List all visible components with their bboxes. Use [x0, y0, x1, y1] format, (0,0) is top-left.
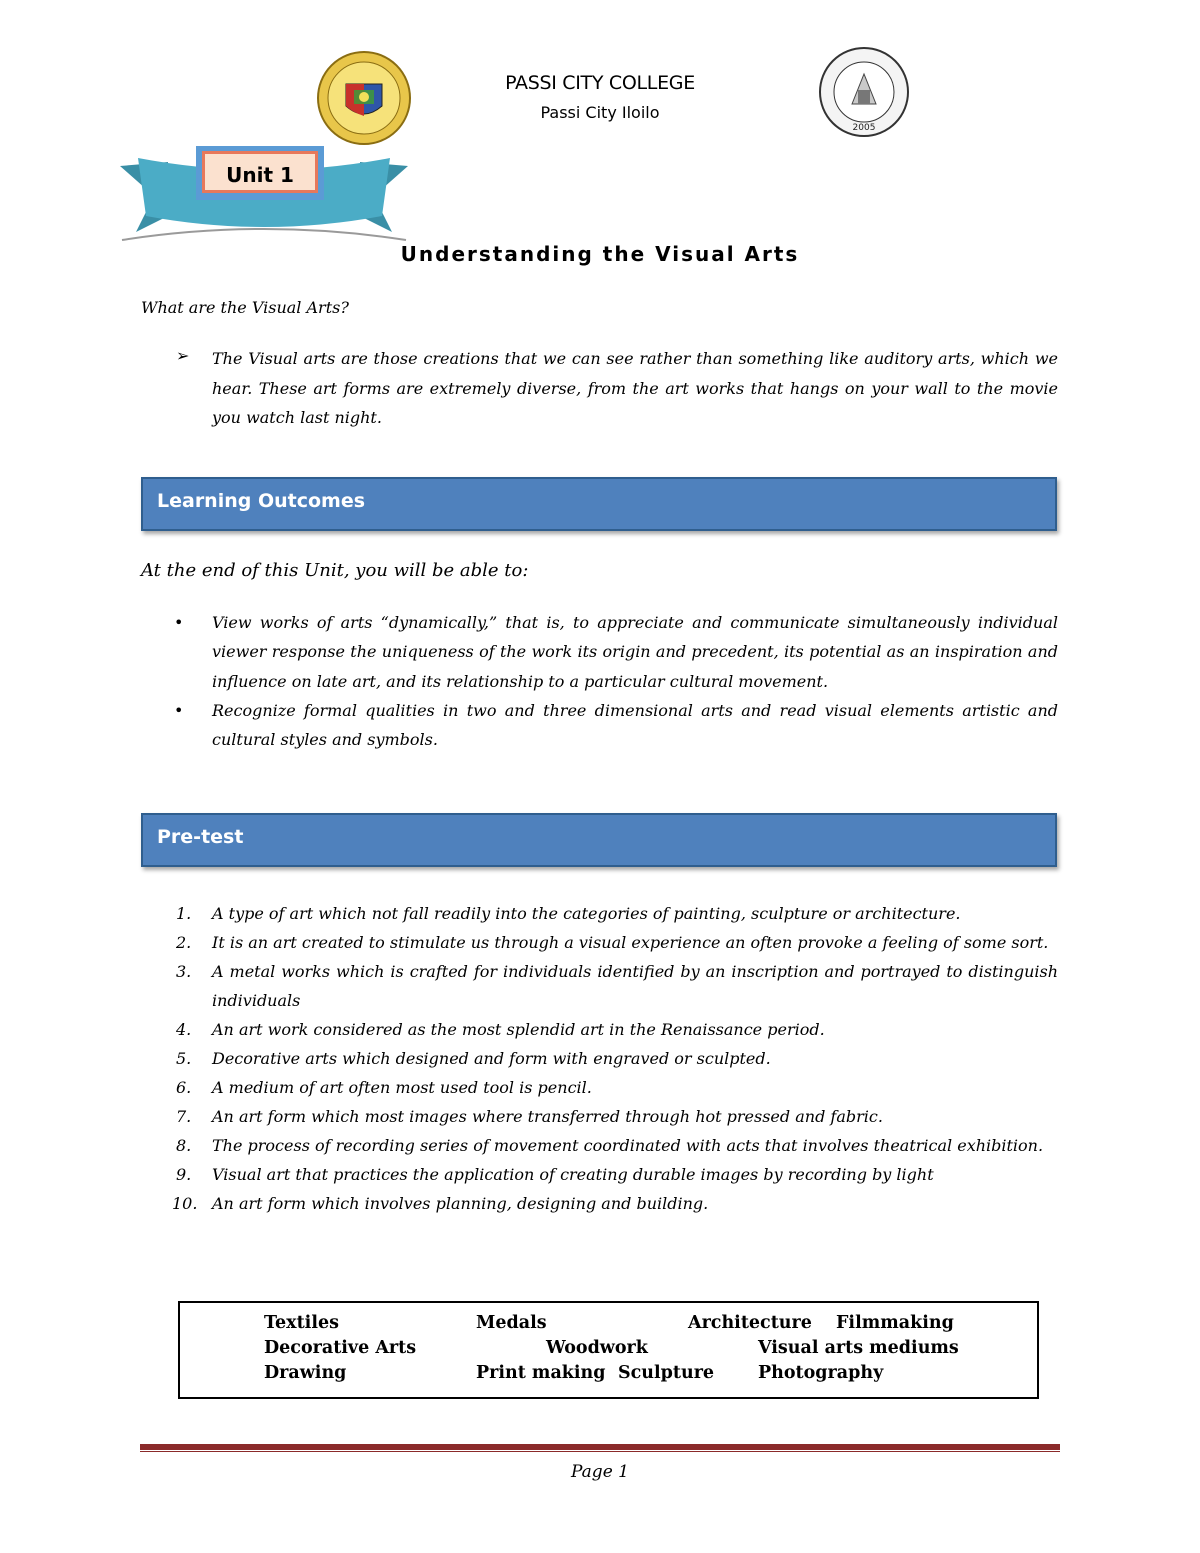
answer-architecture: Architecture	[688, 1313, 812, 1333]
answer-photography: Photography	[758, 1363, 884, 1383]
intro-paragraph: The Visual arts are those creations that we can see rather than something like auditory arts, which we hear. These art forms are extremely diverse, from the art works that hangs on your wall to the movie you watch last night.	[212, 349, 1058, 427]
arrow-bullet-icon: ➢	[176, 346, 190, 365]
answer-print-making: Print making	[476, 1363, 606, 1383]
pretest-bar	[141, 813, 1057, 867]
learning-outcomes-heading: Learning Outcomes	[157, 490, 366, 512]
list-item: • Recognize formal qualities in two and three dimensional arts and read visual elements artistic and cultural styles and symbols.	[172, 696, 1058, 755]
answer-visual-arts-mediums: Visual arts mediums	[758, 1338, 959, 1358]
outcomes-list	[172, 608, 1058, 754]
answer-sculpture: Sculpture	[618, 1363, 715, 1383]
bullet-icon: •	[174, 700, 184, 720]
list-item: 9. Visual art that practices the application of creating durable images by recording by light	[176, 1165, 934, 1184]
list-item: • View works of arts “dynamically,” that is, to appreciate and communicate simultaneously individual viewer response the uniqueness of the work its origin and precedent, its potential as an inspiration and influence on late art, and its relationship to a particular cultural movement.	[172, 608, 1058, 696]
college-seal-icon	[818, 46, 910, 138]
pretest-questions	[172, 899, 1058, 1218]
list-item: 4. An art work considered as the most splendid art in the Renaissance period.	[176, 1020, 825, 1039]
college-name: PASSI CITY COLLEGE	[505, 72, 695, 94]
list-item: 3. A metal works which is crafted for individuals identified by an inscription and portrayed to distinguish individuals	[176, 962, 1058, 1010]
list-item: 5. Decorative arts which designed and form with engraved or sculpted.	[176, 1049, 771, 1068]
bullet-icon: •	[174, 613, 184, 632]
answer-filmmaking: Filmmaking	[836, 1313, 954, 1333]
unit-label: Unit 1	[202, 151, 318, 193]
footer-rule	[140, 1444, 1060, 1450]
outcomes-intro: At the end of this Unit, you will be able to:	[141, 560, 529, 581]
answer-medals: Medals	[476, 1313, 547, 1333]
college-city: Passi City Iloilo	[540, 103, 660, 122]
answer-drawing: Drawing	[264, 1363, 347, 1383]
list-item: 7. An art form which most images where transferred through hot pressed and fabric.	[176, 1107, 883, 1126]
learning-outcomes-bar	[141, 477, 1057, 531]
page-number: Page 1	[571, 1462, 629, 1482]
answer-textiles: Textiles	[264, 1313, 339, 1333]
intro-question: What are the Visual Arts?	[141, 298, 349, 317]
answer-choices-box	[178, 1301, 1039, 1399]
footer-rule-thin	[140, 1451, 1060, 1452]
answer-woodwork: Woodwork	[546, 1338, 648, 1358]
list-item: 2. It is an art created to stimulate us through a visual experience an often provoke a feeling of some sort.	[176, 933, 1049, 952]
list-item: 8. The process of recording series of movement coordinated with acts that involves theatrical exhibition.	[176, 1136, 1044, 1155]
list-item: 10. An art form which involves planning, designing and building.	[172, 1194, 709, 1213]
list-item: 6. A medium of art often most used tool is pencil.	[176, 1078, 592, 1097]
page-title: Understanding the Visual Arts	[400, 242, 800, 266]
pretest-heading: Pre-test	[157, 826, 244, 848]
seal-year: 2005	[852, 123, 876, 133]
list-item: 1. A type of art which not fall readily into the categories of painting, sculpture or architecture.	[176, 904, 961, 923]
answer-decorative-arts: Decorative Arts	[264, 1338, 417, 1358]
